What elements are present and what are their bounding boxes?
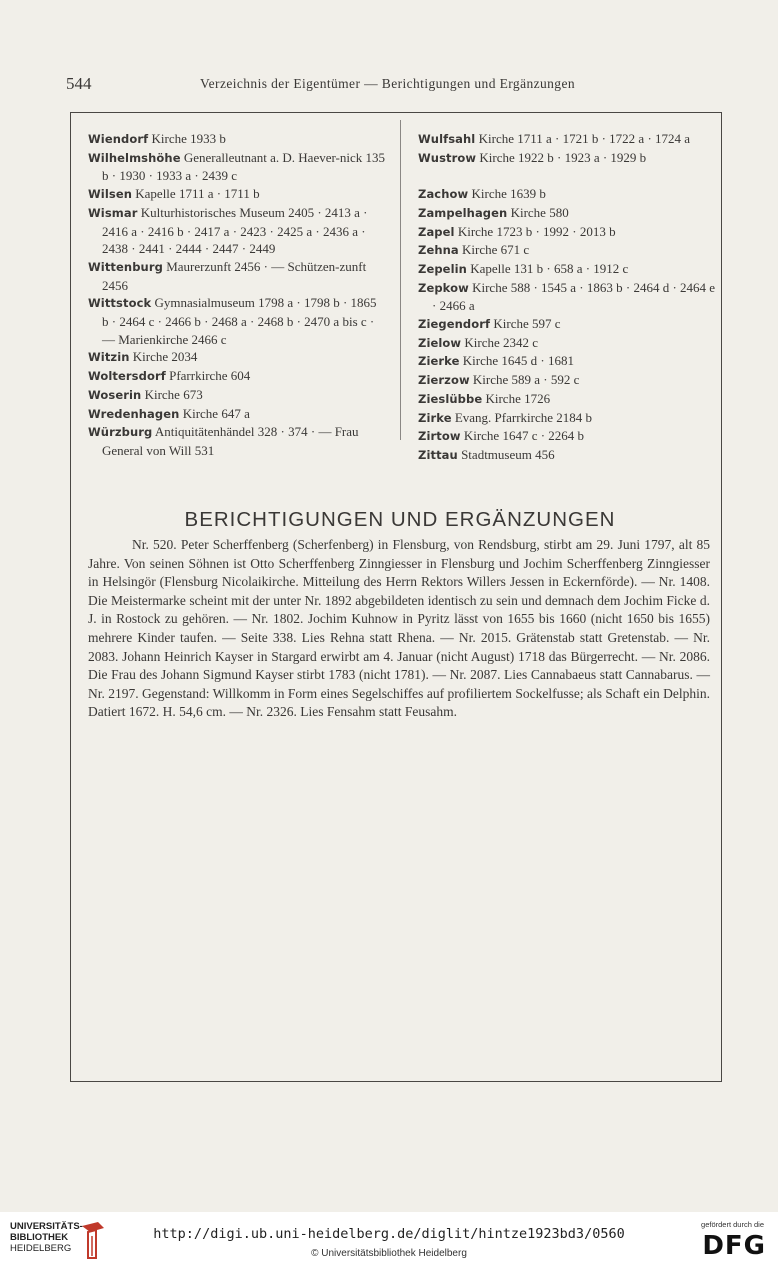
entry-references: Gymnasialmuseum 1798 a · 1798 b · 1865 b · 2464 c · 2466 b · 2468 a · 2468 b · 2470 a bis c · — Marienkirche 2466 c [102,295,377,347]
entry-references: Kirche 1645 d · 1681 [459,353,574,369]
index-entry [88,149,386,185]
library-name-line3: HEIDELBERG [10,1243,72,1254]
index-entry [418,334,716,353]
entry-references: Kirche 1711 a · 1721 b · 1722 a · 1724 a [475,131,691,146]
entry-place-name: Zehna [418,243,459,258]
entry-place-name: Woltersdorf [88,369,166,384]
index-entry [418,260,716,279]
entry-references: Kapelle 1711 a · 1711 b [132,186,260,202]
page-number: 544 [66,74,92,93]
entry-references: Kirche 1723 b · 1992 · 2013 b [454,223,616,239]
entry-references: Kirche 647 a [179,405,250,421]
index-entry [418,130,716,149]
entry-references: Antiquitätenhändel 328 · 374 · — Frau General von Will 531 [102,424,359,458]
copyright-text: © Universitätsbibliothek Heidelberg [311,1248,467,1259]
entry-place-name: Wittenburg [88,259,163,274]
entry-place-name: Wilsen [88,187,133,202]
entry-place-name: Zampelhagen [418,205,508,220]
entry-place-name: Zirtow [418,429,461,444]
entry-references: Kirche 588 · 1545 a · 1863 b · 2464 d · 2464 e · 2466 a [432,279,716,314]
index-entry [418,149,716,168]
index-entry [418,371,716,390]
entry-references: Kirche 673 [141,386,203,402]
entry-place-name: Zirke [418,410,452,425]
entry-references: Maurerzunft 2456 · — Schützen-zunft 2456 [102,258,367,293]
entry-references: Kirche 1647 c · 2264 b [460,428,585,444]
page-header [66,74,716,96]
entry-place-name: Wiendorf [88,132,149,146]
entry-place-name: Zierke [418,354,460,369]
library-name-line1: UNIVERSITÄTS- [10,1221,83,1232]
index-entry [418,390,716,409]
digitization-footer [0,1212,778,1269]
entry-place-name: Zepelin [418,261,467,276]
index-entry [418,279,716,315]
index-entry [88,405,386,424]
entry-references: Kirche 589 a · 592 c [469,372,580,388]
entry-references: Kirche 1933 b [148,131,226,146]
entry-place-name: Wredenhagen [88,406,180,421]
index-column-right [418,130,716,465]
entry-references: Kirche 1726 [482,390,551,406]
dfg-logo: DFG [702,1231,766,1261]
index-entry [418,315,716,334]
index-entry [418,409,716,428]
entry-place-name: Witzin [88,350,130,365]
entry-place-name: Wismar [88,205,138,220]
entry-place-name: Zachow [418,187,469,202]
entry-references: Kirche 671 c [458,242,530,258]
index-entry [88,386,386,405]
entry-references: Kirche 597 c [490,316,561,332]
index-entry [418,223,716,242]
entry-place-name: Ziegendorf [418,317,491,332]
index-entry [418,427,716,446]
index-entry [88,130,386,149]
index-entry [88,185,386,204]
entry-place-name: Zielow [418,335,462,350]
entry-references: Kirche 1922 b · 1923 a · 1929 b [476,149,647,165]
index-entry [88,423,386,459]
index-entry [88,367,386,386]
entry-place-name: Würzburg [88,425,153,440]
entry-references: Generalleutnant a. D. Haever-nick 135 b · 1930 · 1933 a · 2439 c [102,149,386,184]
index-entry [88,258,386,294]
index-entry [418,352,716,371]
entry-place-name: Wilhelmshöhe [88,150,181,165]
entry-place-name: Wulfsahl [418,132,476,146]
entry-references: Kirche 1639 b [468,186,546,202]
entry-place-name: Wustrow [418,150,477,165]
entry-references: Kirche 2342 c [461,334,539,350]
index-entry [418,204,716,223]
section-title: BERICHTIGUNGEN UND ERGÄNZUNGEN [184,508,616,531]
index-entry [88,294,386,348]
entry-references: Kirche 580 [507,204,569,220]
entry-place-name: Wittstock [88,296,152,311]
index-entry [88,348,386,367]
entry-references: Stadtmuseum 456 [457,446,555,462]
entry-place-name: Zepkow [418,280,469,295]
entry-references: Evang. Pfarrkirche 2184 b [451,409,593,425]
index-entry [418,241,716,260]
index-column-left [88,130,386,460]
entry-references: Kulturhistorisches Museum 2405 · 2413 a · 2416 a · 2416 b · 2417 a · 2423 · 2425 a · 2436 a · 2438 · 2441 · 2444 · 2447 · 2449 [102,204,368,257]
funding-note: gefördert durch die [701,1220,764,1229]
entry-references: Kapelle 131 b · 658 a · 1912 c [466,260,629,276]
index-entry [418,185,716,204]
entry-place-name: Woserin [88,387,142,402]
entry-place-name: Zierzow [418,373,470,388]
entry-references: Kirche 2034 [129,349,198,365]
running-title: Verzeichnis der Eigentümer — Berichtigungen und Ergänzungen [200,76,575,91]
entry-place-name: Zieslübbe [418,391,483,406]
index-entry [88,204,386,258]
library-name-line2: BIBLIOTHEK [10,1232,69,1243]
corrections-paragraph: Nr. 520. Peter Scherffenberg (Scherfenberg) in Flensburg, von Rendsburg, stirbt am 29. Juni 1797, alt 85 Jahre. Von seinen Söhnen ist Otto Scherffenberg Zinngiesser in Flensburg und Jochim Scherffenberg Zinngiesser in Helsingör (Flensburg Nicolaikirche. Mitteilung des Herrn Rektors Willers Jessen in Eckernförde). — Nr. 1408. Die Meistermarke scheint mit der unter Nr. 1892 abgebildeten identisch zu sein und demnach dem Jochim Ficke d. J. in Rostock zu gehören. — Nr. 1802. Jochim Kuhnow in Pyritz lässt von 1655 bis 1660 (nicht 1650 bis 1655) mehrere Kinder taufen. — Seite 338. Lies Rehna statt Rhena. — Nr. 2015. Grätenstab statt Gretenstab. — Nr. 2083. Johann Heinrich Kayser in Stargard erwirbt am 4. Januar (nicht August) 1718 das Bürgerrecht. — Nr. 2086. Die Frau des Johann Sigmund Kayser stirbt 1783 (nicht 1781). — Nr. 2087. Lies Cannabaeus statt Cannabarus. — Nr. 2197. Gegenstand: Willkomm in Form eines Segelschiffes auf profiliertem Sockelfusse; als Schaft ein Delphin. Datiert 1672. H. 54,6 cm. — Nr. 2326. Lies Fensahm statt Feusahm. [88,537,710,720]
entry-spacer [418,167,716,185]
entry-references: Pfarrkirche 604 [165,368,251,384]
entry-place-name: Zapel [418,224,455,239]
page-url-link[interactable]: http://digi.ub.uni-heidelberg.de/diglit/hintze1923bd3/0560 [153,1226,625,1242]
entry-place-name: Zittau [418,447,458,462]
index-entry [418,446,716,465]
column-divider [400,120,401,440]
